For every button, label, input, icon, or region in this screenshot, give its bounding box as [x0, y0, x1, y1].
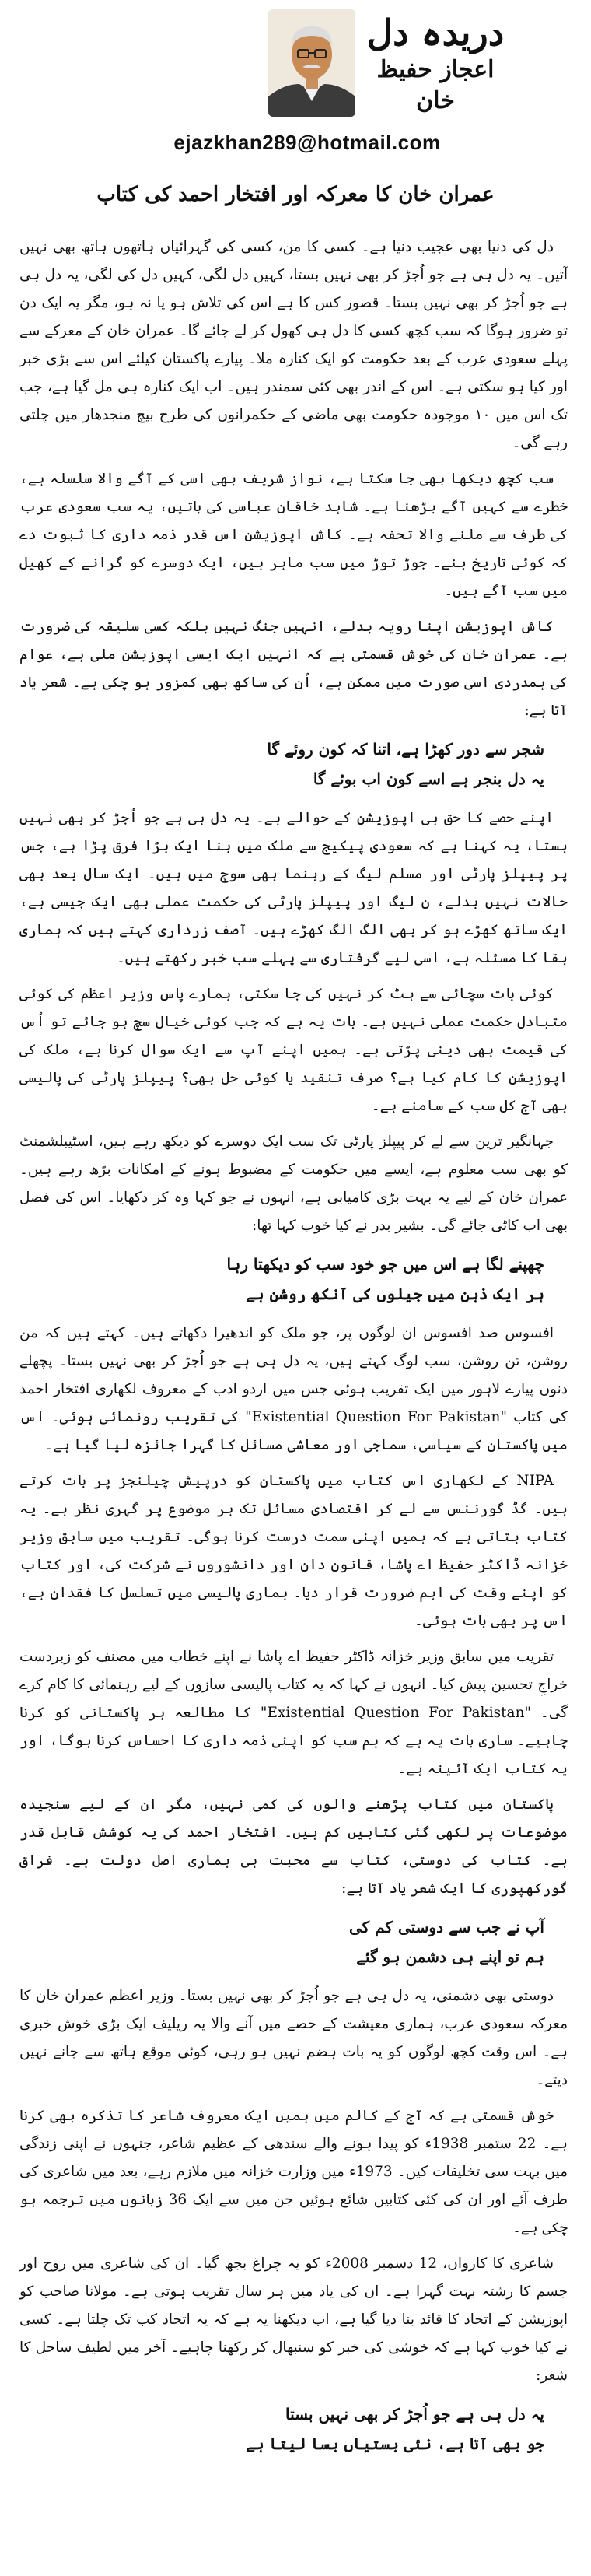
paragraph: NIPA کے لکھاری اس کتاب میں پاکستان کو درپیش چیلنجز پر بات کرتے ہیں۔ گڈ گورننس سے لے کر اقتصادی مسائل تک ہر موضوع پر گہری نظر ہے۔ یہ کتاب بتاتی ہے کہ ہمیں اپنی سمت درست کرنا ہوگی۔ تقریب میں سابق وزیر خزانہ ڈاکٹر حفیظ اے پاشا، قانون دان اور دانشوروں نے شرکت کی، اور کتاب کو اپنے وقت کی اہم ضرورت قرار دیا۔ ہماری پالیسی میں تسلسل کا فقدان ہے، اس پر بھی بات ہوئی۔ — [19, 1473, 568, 1629]
author-photo — [268, 9, 355, 117]
verse-block — [19, 2399, 568, 2459]
paragraph: دل کی دنیا بھی عجیب دنیا ہے۔ کسی کا من، کسی کی گہرائیاں ہاتھوں ہاتھ بھی نہیں آتیں۔ یہ دل ہی ہے جو اُجڑ کر بھی نہیں بستا، کہیں دل لگی، کہیں دل کی لگی، یہ دل ہی ہے جو اُجڑ کر بھی نہیں بستا۔ قصور کس کا ہے اس کی تلاش ہو یا نہ ہو، مگر یہ ایک دن تو ضرور ہوگا کہ سب کچھ کسی کا دل ہی کھول کر لے جائے گا۔ عمران خان کے معرکے سے پہلے سعودی عرب کے بعد حکومت کو ایک کنارہ ملا۔ پیارے پاکستان کیلئے اس سے بڑی خبر اور کیا ہو سکتی ہے۔ اس کے اندر بھی کئی سمندر ہیں۔ اب ایک کنارہ ہی مل گیا ہے، جب تک اس میں ۱۰ موجودہ حکومت بھی ماضی کے حکمرانوں کی طرح بیچ منجدھار میں چلتی رہے گی۔ — [19, 239, 568, 451]
paragraph: سب کچھ دیکھا بھی جا سکتا ہے، نواز شریف بھی اسی کے آگے والا سلسلہ ہے، خطرے سے کہیں آگے بڑھنا ہے۔ شاہد خاقان عباسی کی باتیں، یہ سب سعودی عرب کی طرف سے ملنے والا تحفہ ہے۔ کاش اپوزیشن اس قدر ذمہ داری کا ثبوت دے کہ کوئی تاریخ بنے۔ جوڑ توڑ میں سب ماہر ہیں، ایک دوسرے کو گرانے کے کھیل میں سب آگے ہیں۔ — [19, 471, 568, 599]
verse-line: یہ دل بنجر ہے اسے کون اب بوئے گا — [313, 769, 544, 788]
author-portrait-image — [268, 9, 355, 117]
author-name: اعجاز حفیظ خان — [376, 56, 495, 114]
verse-block — [19, 1249, 568, 1309]
paragraph: پاکستان میں کتاب پڑھنے والوں کی کمی نہیں، مگر ان کے لیے سنجیدہ موضوعات پر لکھی گئی کتابیں کم ہیں۔ افتخار احمد کی یہ کوشش قابل قدر ہے۔ کتاب کی دوستی، کتاب سے محبت ہی ہماری اصل دولت ہے۔ فراق گورکھپوری کا ایک شعر یاد آتا ہے: — [19, 1796, 568, 1897]
paragraph: تقریب میں سابق وزیر خزانہ ڈاکٹر حفیظ اے پاشا نے اپنے خطاب میں مصنف کو زبردست خراجِ تحسین پیش کیا۔ انہوں نے کہا کہ یہ کتاب پالیسی سازوں کے لیے رہنمائی کا کام کرے گی۔ "Existential Question For Pakistan" کا مطالعہ ہر پاکستانی کو کرنا چاہیے۔ ساری بات یہ ہے کہ ہم سب کو اپنی ذمہ داری کا احساس کرنا ہوگا، اور یہ کتاب ایک آئینہ ہے۔ — [19, 1649, 568, 1777]
column-brand — [365, 11, 505, 117]
verse-line: یہ دل ہی ہے جو اُجڑ کر بھی نہیں بستا — [285, 2405, 544, 2424]
verse-line: ہر ایک ذہن میں جیلوں کی آنکھ روشن ہے — [246, 1284, 544, 1303]
paragraph: کاش اپوزیشن اپنا رویہ بدلے، انہیں جنگ نہیں بلکہ کسی سلیقہ کی ضرورت ہے۔ عمران خان کی خوش قسمتی ہے کہ انہیں ایک ایسی اپوزیشن ملی ہے، عوام کی ہمدردی اسی صورت میں ممکن ہے، اُن کی ساکھ بھی کمزور ہو چکی ہے۔ شعر یاد آتا ہے: — [19, 619, 568, 719]
article-headline: عمران خان کا معرکہ اور افتخار احمد کی کتاب — [96, 183, 495, 206]
paragraph: خوش قسمتی ہے کہ آج کے کالم میں ہمیں ایک معروف شاعر کا تذکرہ بھی کرنا ہے۔ 22 ستمبر 1938ء کو پیدا ہونے والے سندھی کے عظیم شاعر، جنہوں نے اپنی زندگی میں بہت سی تخلیقات کیں۔ 1973ء میں وزارت خزانہ میں ملازم رہے، بعد میں شاعری کی طرف آئے اور ان کی کئی کتابیں شائع ہوئیں جن میں سے ایک 36 زبانوں میں ترجمہ ہو چکی ہے۔ — [19, 2108, 568, 2236]
column-title: دریدہ دل — [366, 12, 505, 54]
paragraph: شاعری کا کارواں، 12 دسمبر 2008ء کو یہ چراغ بجھ گیا۔ ان کی شاعری میں روح اور جسم کا رشتہ بہت گہرا ہے۔ ان کی یاد میں ہر سال تقریب ہوتی ہے۔ مولانا صاحب کو اپوزیشن کے اتحاد کا قائد بنا دیا گیا ہے، اب دیکھنا یہ ہے کہ یہ اتحاد کب تک چلتا ہے۔ کسی نے کیا خوب کہا ہے کہ خوشی کی خبر کو سنبھال کر رکھنا چاہیے۔ آخر میں لطیف ساحل کا شعر: — [19, 2255, 568, 2384]
verse-block — [19, 1912, 568, 1971]
verse-line: جو بھی آتا ہے، نئی بستیاں بسا لیتا ہے — [246, 2434, 544, 2453]
paragraph: افسوس صد افسوس ان لوگوں پر، جو ملک کو اندھیرا دکھاتے ہیں۔ کہتے ہیں کہ من روشن، تن روشن، سب لوگ کہتے ہیں، یہ دل ہی ہے جو اُجڑ کر بھی نہیں بستا۔ پچھلے دنوں پیارے لاہور میں ایک تقریب ہوئی جس میں اردو ادب کے معروف لکھاری افتخار احمد کی کتاب "Existential Question For Pakistan" کی تقریب رونمائی ہوئی۔ اس میں پاکستان کے سیاسی، سماجی اور معاشی مسائل کا گہرا جائزہ لیا گیا ہے۔ — [19, 1325, 568, 1453]
verse-block — [19, 734, 568, 794]
paragraph: کوئی بات سچائی سے ہٹ کر نہیں کی جا سکتی، ہمارے پاس وزیر اعظم کی کوئی متبادل حکمت عملی نہیں ہے۔ بات یہ ہے کہ جب کوئی خیال سچ ہو جائے تو اُس کی قیمت بھی دینی پڑتی ہے۔ ہمیں اپنے آپ سے ایک سوال کرنا ہے، ملک کی اپوزیشن کا کام کیا ہے؟ صرف تنقید یا کوئی حل بھی؟ پیپلز پارٹی کی پالیسی بھی آج کل سب کے سامنے ہے۔ — [19, 986, 568, 1114]
verse-line: چھپنے لگا ہے اس میں جو خود سب کو دیکھتا رہا — [226, 1255, 544, 1274]
verse-line: شجر سے دور کھڑا ہے، اتنا کہ کون روئے گا — [267, 740, 544, 759]
paragraph: جہانگیر ترین سے لے کر پیپلز پارٹی تک سب ایک دوسرے کو دیکھ رہے ہیں، اسٹیبلشمنٹ کو بھی سب معلوم ہے، ایسے میں حکومت کے مضبوط ہونے کے امکانات بڑھ رہے ہیں۔ عمران خان کے لیے یہ بہت بڑی کامیابی ہے، انہوں نے جو کہا وہ کر دکھایا۔ اس کی فصل بھی اب کاٹی جائے گی۔ بشیر بدر نے کیا خوب کہا تھا: — [19, 1134, 568, 1234]
paragraph: اپنے حصے کا حق ہی اپوزیشن کے حوالے ہے۔ یہ دل ہی ہے جو اُجڑ کر بھی نہیں بستا، یہ کہنا ہے کہ سعودی پیکیج سے ملک میں بنا ایک بڑا فرق پڑا ہے، جس پر پیپلز پارٹی اور مسلم لیگ کے رہنما بھی سوچ میں ہیں۔ ایک سال بعد بھی حالات نہیں بدلے، ن لیگ اور پیپلز پارٹی کی حکمت عملی بھی ایک جیسی ہے، ایک ساتھ کھڑے ہو کر بھی الگ الگ کھڑے ہیں۔ آصف زرداری کہتے ہیں کہ ہماری بقا کا مسئلہ ہے، اسی لیے گرفتاری سے پہلے سب خبر رکھتے ہیں۔ — [19, 810, 568, 966]
article-body — [19, 233, 568, 2469]
column-header — [0, 0, 591, 265]
author-email[interactable]: ejazkhan289@hotmail.com — [173, 131, 441, 154]
paragraph: دوستی بھی دشمنی، یہ دل ہی ہے جو اُجڑ کر بھی نہیں بستا۔ وزیر اعظم عمران خان کا معرکہ سعودی عرب، ہماری معیشت کے حصے میں آنے والا یہ ریلیف ایک بڑی خوش خبری ہے۔ اس وقت کچھ لوگوں کو یہ بات ہضم نہیں ہو رہی، کوئی موقع ہاتھ سے جانے نہیں دیتے۔ — [19, 1988, 568, 2088]
verse-line: آپ نے جب سے دوستی کم کی — [349, 1918, 544, 1936]
verse-line: ہم تو اپنے ہی دشمن ہو گئے — [356, 1947, 544, 1966]
